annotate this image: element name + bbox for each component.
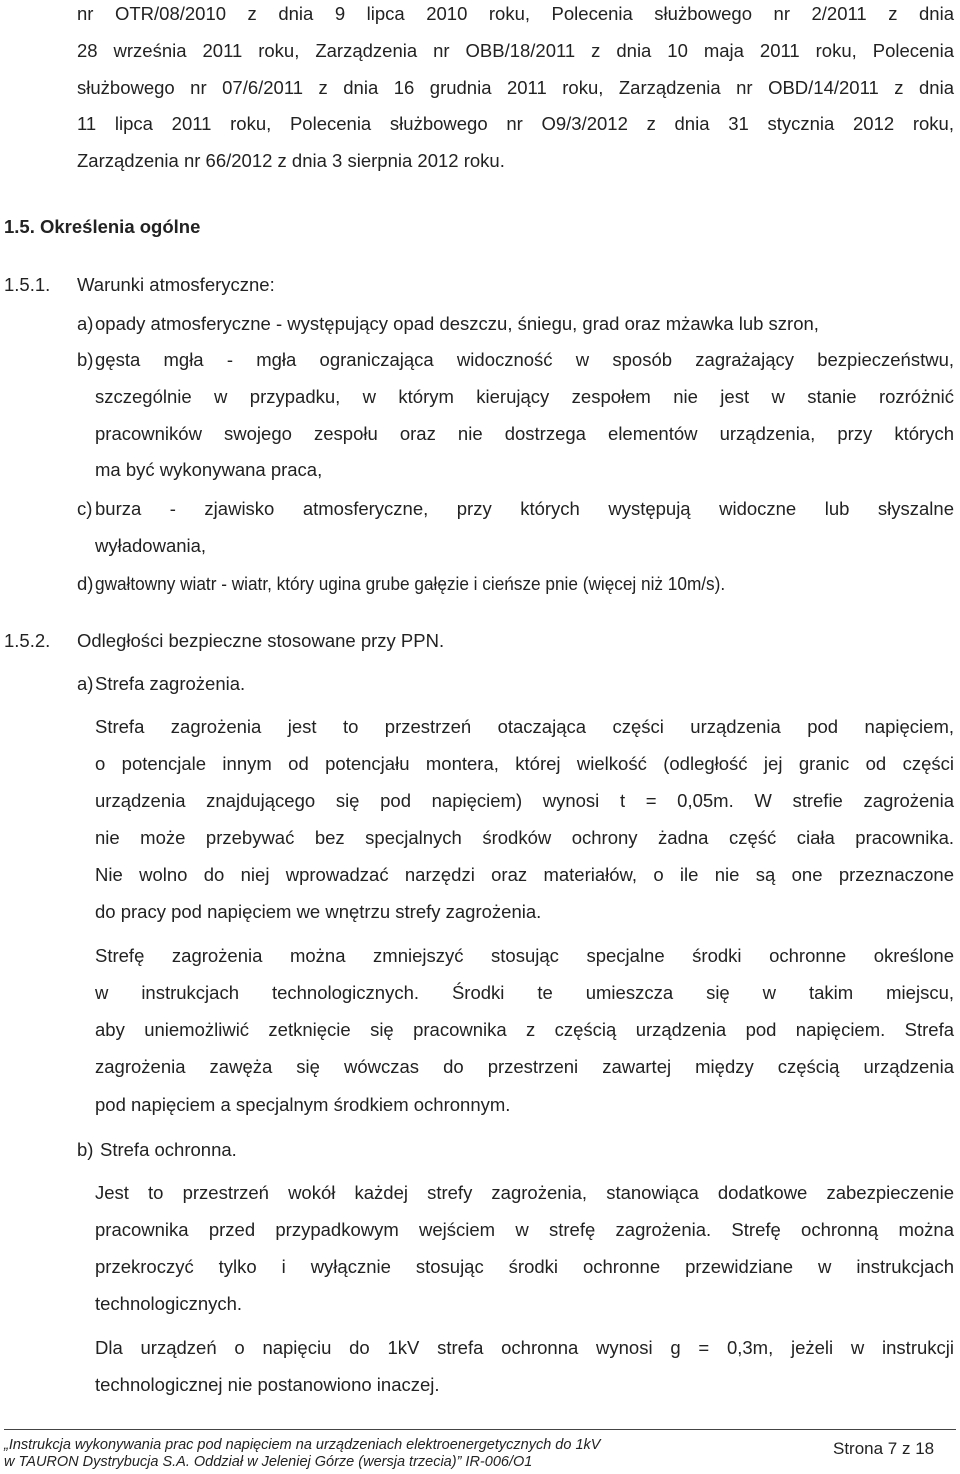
intro-line: Zarządzenia nr 66/2012 z dnia 3 sierpnia 2012 roku. — [77, 150, 505, 171]
section-heading: 1.5. Określenia ogólne — [4, 216, 201, 237]
list-marker: b) — [77, 1139, 94, 1160]
list-marker: b) — [77, 349, 94, 370]
list-item-title: Strefa ochronna. — [100, 1139, 237, 1160]
subsection-number: 1.5.1. — [4, 274, 51, 295]
paragraph-line: nie może przebywać bez specjalnych środków ochrony żadna część ciała pracownika. — [95, 827, 954, 848]
list-item-line: burza - zjawisko atmosferyczne, przy których występują widoczne lub słyszalne — [95, 498, 954, 519]
intro-line: nr OTR/08/2010 z dnia 9 lipca 2010 roku, Polecenia służbowego nr 2/2011 z dnia — [77, 3, 954, 24]
paragraph-line: Strefa zagrożenia jest to przestrzeń otaczająca części urządzenia pod napięciem, — [95, 716, 954, 737]
paragraph-line: pod napięciem a specjalnym środkiem ochronnym. — [95, 1094, 511, 1115]
paragraph-line: Jest to przestrzeń wokół każdej strefy zagrożenia, stanowiąca dodatkowe zabezpieczenie — [95, 1182, 954, 1203]
list-item-text: gwałtowny wiatr - wiatr, który ugina grube gałęzie i cieńsze pnie (więcej niż 10m/s). — [95, 573, 726, 594]
footer-document-title: „Instrukcja wykonywania prac pod napięciem na urządzeniach elektroenergetycznych do 1kV — [4, 1437, 601, 1453]
page-number: Strona 7 z 18 — [833, 1439, 935, 1458]
paragraph-line: w instrukcjach technologicznych. Środki te umieszcza się w takim miejscu, — [95, 982, 954, 1003]
list-marker: a) — [77, 313, 94, 334]
list-item-title: Strefa zagrożenia. — [95, 673, 246, 694]
list-item-line: szczególnie w przypadku, w którym kierujący zespołem nie jest w stanie rozróżnić — [95, 386, 954, 407]
intro-line: 28 września 2011 roku, Zarządzenia nr OBB/18/2011 z dnia 10 maja 2011 roku, Polecenia — [77, 40, 954, 61]
list-marker: c) — [77, 498, 93, 519]
paragraph-line: przekroczyć tylko i wyłącznie stosując środki ochronne przewidziane w instrukcjach — [95, 1256, 954, 1277]
list-marker: a) — [77, 673, 94, 694]
intro-line: 11 lipca 2011 roku, Polecenia służbowego nr O9/3/2012 z dnia 31 stycznia 2012 roku, — [77, 113, 954, 134]
paragraph-line: o potencjale innym od potencjału montera, której wielkość (odległość jej granic od części — [95, 753, 954, 774]
intro-line: służbowego nr 07/6/2011 z dnia 16 grudnia 2011 roku, Zarządzenia nr OBD/14/2011 z dnia — [77, 77, 954, 98]
paragraph-line: urządzenia znajdującego się pod napięciem) wynosi t = 0,05m. W strefie zagrożenia — [95, 790, 954, 811]
paragraph-line: technologicznej nie postanowiono inaczej. — [95, 1374, 440, 1395]
subsection-number: 1.5.2. — [4, 630, 51, 651]
paragraph-line: Strefę zagrożenia można zmniejszyć stosując specjalne środki ochronne określone — [95, 945, 954, 966]
subsection-title: Warunki atmosferyczne: — [77, 274, 275, 295]
list-item-line: ma być wykonywana praca, — [95, 459, 323, 480]
list-item-line: pracowników swojego zespołu oraz nie dostrzega elementów urządzenia, przy których — [95, 423, 954, 444]
paragraph-line: do pracy pod napięciem we wnętrzu strefy zagrożenia. — [95, 901, 542, 922]
paragraph-line: Dla urządzeń o napięciu do 1kV strefa ochronna wynosi g = 0,3m, jeżeli w instrukcji — [95, 1337, 954, 1358]
list-item-text: opady atmosferyczne - występujący opad deszczu, śniegu, grad oraz mżawka lub szron, — [95, 313, 819, 334]
paragraph-line: aby uniemożliwić zetknięcie się pracownika z częścią urządzenia pod napięciem. Strefa — [95, 1019, 954, 1040]
list-item-line: gęsta mgła - mgła ograniczająca widoczność w sposób zagrażający bezpieczeństwu, — [95, 349, 954, 370]
list-item-line: wyładowania, — [95, 535, 207, 556]
list-marker: d) — [77, 573, 94, 594]
paragraph-line: pracownika przed przypadkowym wejściem w strefę zagrożenia. Strefę ochronną można — [95, 1219, 954, 1240]
paragraph-line: technologicznych. — [95, 1293, 243, 1314]
subsection-title: Odległości bezpieczne stosowane przy PPN. — [77, 630, 445, 651]
footer-document-subtitle: w TAURON Dystrybucja S.A. Oddział w Jeleniej Górze (wersja trzecia)” IR-006/O1 — [4, 1454, 533, 1470]
footer-divider — [4, 1429, 956, 1430]
paragraph-line: Nie wolno do niej wprowadzać narzędzi oraz materiałów, o ile nie są one przeznaczone — [95, 864, 954, 885]
paragraph-line: zagrożenia zawęża się wówczas do przestrzeni zawartej między częścią urządzenia — [95, 1056, 954, 1077]
